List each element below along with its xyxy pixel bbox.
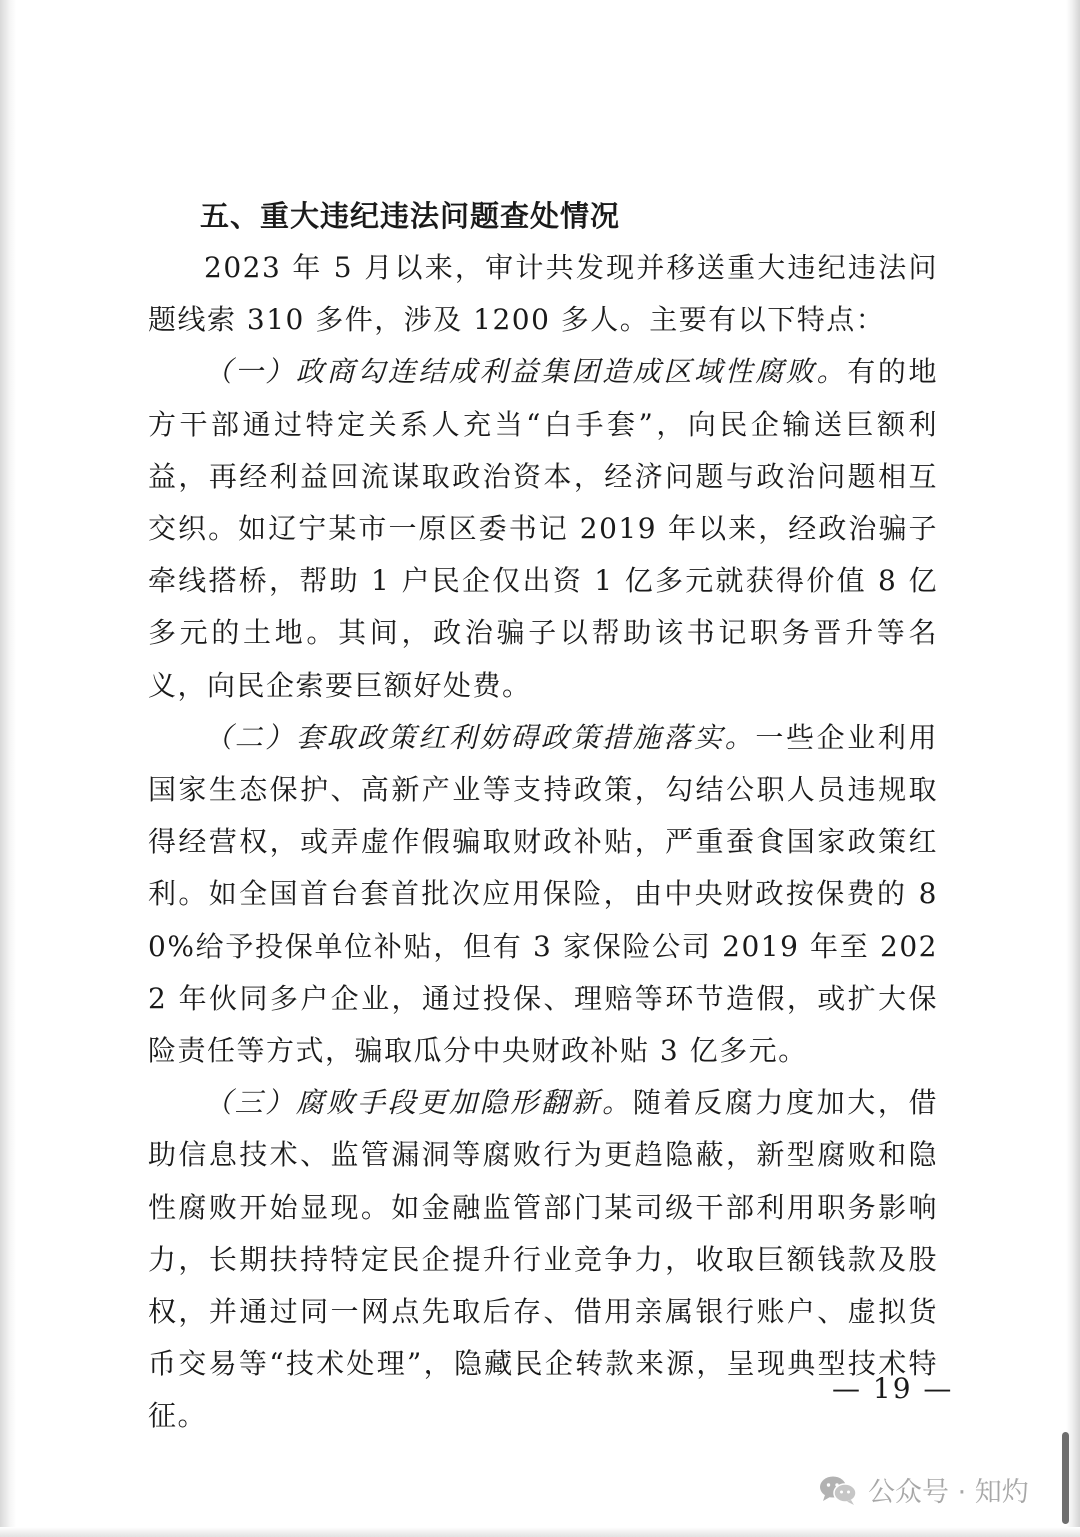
section-lead-2: （二）套取政策红利妨碍政策措施落实。 bbox=[204, 720, 756, 754]
section-lead-3: （三）腐败手段更加隐形翻新。 bbox=[204, 1086, 633, 1120]
section-paragraph-3 bbox=[148, 1077, 938, 1442]
page-edge-bottom bbox=[0, 1527, 1080, 1537]
section-body-1: 有的地方干部通过特定关系人充当“白手套”，向民企输送巨额利益，再经利益回流谋取政治资本，经济问题与政治问题相互交织。如辽宁某市一原区委书记 2019 年以来，经政治骗子牵线搭桥，帮助 1 户民企仅出资 1 亿多元就获得价值 8 亿多元的土地。其间，政治骗子以帮助该书记职务晋升等名义，向民企索要巨额好处费。 bbox=[148, 355, 938, 702]
section-paragraph-1 bbox=[148, 346, 938, 711]
section-lead-1: （一）政商勾连结成利益集团造成区域性腐败。 bbox=[204, 355, 848, 389]
page-edge-left bbox=[0, 0, 16, 1537]
scrollbar-thumb[interactable] bbox=[1062, 1432, 1069, 1524]
intro-paragraph: 2023 年 5 月以来，审计共发现并移送重大违纪违法问题线索 310 多件，涉及 1200 多人。主要有以下特点： bbox=[148, 251, 938, 337]
section-heading: 五、重大违纪违法问题查处情况 bbox=[200, 199, 621, 233]
section-body-3: 随着反腐力度加大，借助信息技术、监管漏洞等腐败行为更趋隐蔽，新型腐败和隐性腐败开始显现。如金融监管部门某司级干部利用职务影响力，长期扶持特定民企提升行业竞争力，收取巨额钱款及股权，并通过同一网点先取后存、借用亲属银行账户、虚拟货币交易等“技术处理”，隐藏民企转款来源，呈现典型技术特征。 bbox=[148, 1086, 938, 1433]
watermark bbox=[818, 1470, 1029, 1509]
document-body bbox=[148, 190, 938, 1443]
page-number: — 19 — bbox=[832, 1372, 954, 1405]
section-paragraph-2 bbox=[148, 712, 938, 1077]
section-body-2: 一些企业利用国家生态保护、高新产业等支持政策，勾结公职人员违规取得经营权，或弄虚作假骗取财政补贴，严重蚕食国家政策红利。如全国首台套首批次应用保险，由中央财政按保费的 80%给予投保单位补贴，但有 3 家保险公司 2019 年至 2022 年伙同多户企业，通过投保、理赔等环节造假，或扩大保险责任等方式，骗取瓜分中央财政补贴 3 亿多元。 bbox=[148, 720, 938, 1068]
wechat-icon bbox=[818, 1474, 858, 1506]
watermark-text: 公众号 · 知灼 bbox=[868, 1477, 1029, 1508]
page-edge-right bbox=[1066, 0, 1080, 1537]
